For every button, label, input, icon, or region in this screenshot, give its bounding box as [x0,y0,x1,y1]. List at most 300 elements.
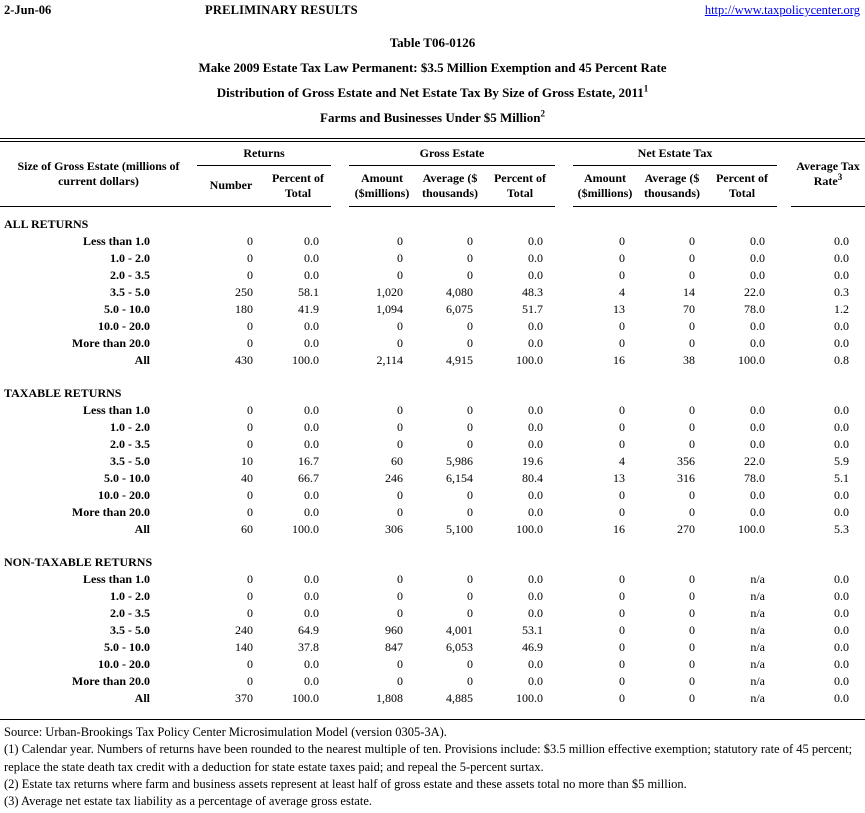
col-header-net-percent: Percent of Total [707,166,777,207]
table-cell: 0 [619,234,625,248]
section-header-row [0,538,865,571]
column-gap [777,673,791,690]
table-cell: 78.0 [744,302,765,316]
table-row [0,504,865,521]
column-gap [777,487,791,504]
table-cell: 306 [385,522,403,536]
table-subtitle-distribution: Distribution of Gross Estate and Net Estate Tax By Size of Gross Estate, 2011$^1$ [216,83,649,100]
table-cell: 0.0 [304,505,319,519]
table-cell: 0.0 [304,589,319,603]
table-cell: 0 [467,606,473,620]
table-cell: 5.9 [834,454,849,468]
table-cell: 100.0 [516,353,543,367]
column-gap [777,470,791,487]
table-cell: 0 [689,336,695,350]
table-cell: 0 [247,319,253,333]
table-cell: n/a [750,691,765,705]
footnote-1: (1) Calendar year. Numbers of returns have been rounded to the nearest multiple of ten. Provisions include: $3.5 million effective exemption; statutory rate of 45 percent; replace the state death tax credit with a deduction for state estate taxes paid; and repeal the 5-percent surtax. [4,742,853,774]
table-cell: 0.0 [528,251,543,265]
column-gap [777,352,791,369]
table-cell: 0 [619,420,625,434]
table-cell: 0 [619,589,625,603]
row-label: 1.0 - 2.0 [110,420,150,434]
column-gap [331,436,349,453]
table-cell: 19.6 [522,454,543,468]
table-cell: 0.0 [304,674,319,688]
table-cell: 4 [619,454,625,468]
table-cell: 0.0 [304,657,319,671]
column-gap [331,142,349,207]
column-gap [331,470,349,487]
table-cell: n/a [750,674,765,688]
table-cell: 0 [619,691,625,705]
table-cell: 270 [677,522,695,536]
table-cell: 0.0 [834,234,849,248]
column-gap [331,284,349,301]
column-gap [331,605,349,622]
table-cell: 0 [467,572,473,586]
table-cell: 0.0 [304,420,319,434]
table-cell: 4,915 [446,353,473,367]
table-cell: 37.8 [298,640,319,654]
section-header: TAXABLE RETURNS [4,386,122,400]
table-cell: 48.3 [522,285,543,299]
row-label: 5.0 - 10.0 [104,640,150,654]
table-cell: 0 [689,657,695,671]
table-row [0,402,865,419]
column-gap [555,639,573,656]
table-cell: 0 [689,606,695,620]
data-table-wrapper [0,142,865,720]
column-gap [777,419,791,436]
table-cell: 0 [397,234,403,248]
table-cell: 1,020 [376,285,403,299]
column-gap [555,605,573,622]
table-cell: 0.0 [834,674,849,688]
column-gap [331,504,349,521]
table-cell: 0.0 [304,606,319,620]
column-gap [331,301,349,318]
table-row [0,453,865,470]
column-gap [555,142,573,207]
table-cell: n/a [750,606,765,620]
table-cell: 0 [247,268,253,282]
column-gap [331,690,349,707]
table-cell: 0.0 [304,403,319,417]
table-cell: n/a [750,623,765,637]
table-cell: 0 [619,623,625,637]
table-cell: 0.0 [304,437,319,451]
table-cell: 0 [467,488,473,502]
table-cell: 0 [689,505,695,519]
table-row [0,605,865,622]
column-gap [555,352,573,369]
table-cell: 70 [683,302,695,316]
table-cell: 6,075 [446,302,473,316]
table-cell: 0 [467,657,473,671]
col-header-average-tax-rate: Average Tax Rate$^3$ [791,142,865,207]
column-gap [777,267,791,284]
table-cell: 0 [247,403,253,417]
table-cell: 2,114 [376,353,403,367]
row-label: More than 20.0 [71,505,150,519]
table-cell: 0 [467,589,473,603]
table-cell: 0 [689,420,695,434]
table-cell: 4,080 [446,285,473,299]
table-row [0,284,865,301]
table-cell: n/a [750,572,765,586]
table-cell: 0 [619,488,625,502]
table-cell: 66.7 [298,471,319,485]
table-cell: 0 [467,674,473,688]
table-cell: 0.0 [528,572,543,586]
table-row [0,352,865,369]
table-row [0,521,865,538]
table-cell: 22.0 [744,454,765,468]
row-label: 2.0 - 3.5 [110,268,150,282]
table-row [0,622,865,639]
table-cell: 847 [385,640,403,654]
column-gap [777,318,791,335]
title-block [0,30,865,130]
table-cell: 60 [391,454,403,468]
group-header-returns: Returns [197,142,331,166]
row-label: All [134,691,150,705]
footnotes [0,720,865,810]
row-label: 3.5 - 5.0 [110,285,150,299]
group-header-row [0,142,865,166]
table-cell: 1.2 [834,302,849,316]
table-cell: 0.0 [834,640,849,654]
table-cell: 0 [397,336,403,350]
table-cell: 5.3 [834,522,849,536]
date-stamp: 2-Jun-06 [4,3,52,17]
column-gap [555,318,573,335]
table-cell: 0.0 [528,606,543,620]
table-cell: 0.0 [528,657,543,671]
col-header-returns-number: Number [197,166,265,207]
column-gap [331,233,349,250]
table-cell: 0 [619,505,625,519]
table-cell: 100.0 [516,522,543,536]
table-cell: 64.9 [298,623,319,637]
footnote-ref-3: 3 [837,171,843,182]
table-row [0,436,865,453]
table-cell: 0.0 [528,674,543,688]
table-cell: 0 [619,403,625,417]
table-cell: 53.1 [522,623,543,637]
column-gap [777,284,791,301]
table-cell: 0.0 [528,437,543,451]
table-cell: 0.0 [528,505,543,519]
table-row [0,250,865,267]
table-cell: 40 [241,471,253,485]
column-gap [555,673,573,690]
table-cell: 0.0 [834,572,849,586]
column-gap [555,335,573,352]
table-cell: 0 [689,674,695,688]
table-cell: 0.0 [528,589,543,603]
section-header: ALL RETURNS [4,217,89,231]
row-label: Less than 1.0 [82,234,150,248]
table-cell: 0 [689,691,695,705]
table-cell: 4,001 [446,623,473,637]
column-gap [331,419,349,436]
column-gap [331,402,349,419]
table-cell: 0.0 [304,268,319,282]
table-cell: 0 [619,268,625,282]
table-cell: 250 [235,285,253,299]
column-gap [331,588,349,605]
table-cell: 0 [247,572,253,586]
table-header [0,142,865,207]
table-cell: 100.0 [516,691,543,705]
row-label: 3.5 - 5.0 [110,623,150,637]
table-cell: 0 [619,674,625,688]
row-label: 1.0 - 2.0 [110,251,150,265]
table-row [0,571,865,588]
col-header-gross-average: Average ($ thousands) [415,166,485,207]
column-gap [777,605,791,622]
table-cell: 0.3 [834,285,849,299]
column-gap [555,453,573,470]
table-cell: 100.0 [738,522,765,536]
column-gap [777,521,791,538]
row-label: More than 20.0 [71,336,150,350]
table-body [0,207,865,708]
col-header-gross-percent: Percent of Total [485,166,555,207]
col-header-net-amount: Amount ($millions) [573,166,637,207]
table-cell: 0 [467,234,473,248]
column-gap [777,335,791,352]
column-gap [555,521,573,538]
table-cell: 0.0 [834,606,849,620]
table-cell: 0.0 [834,251,849,265]
table-cell: 0 [619,640,625,654]
table-row [0,470,865,487]
table-cell: 0 [397,403,403,417]
table-cell: 0 [619,572,625,586]
column-gap [555,571,573,588]
table-cell: 0.0 [528,336,543,350]
table-cell: 60 [241,522,253,536]
table-cell: 0.0 [304,234,319,248]
table-cell: n/a [750,640,765,654]
table-cell: 100.0 [292,522,319,536]
table-cell: 0 [467,403,473,417]
footnote-ref-1: 1 [643,83,649,94]
table-cell: 0 [247,420,253,434]
table-cell: 0.0 [528,319,543,333]
table-cell: 0 [397,268,403,282]
column-gap [555,487,573,504]
table-cell: 0.0 [750,420,765,434]
column-gap [777,622,791,639]
column-gap [331,453,349,470]
table-cell: 0.0 [304,319,319,333]
table-cell: 0.0 [750,234,765,248]
row-label: 5.0 - 10.0 [104,302,150,316]
table-cell: 0 [689,572,695,586]
table-subtitle-farms: Farms and Businesses Under $5 Million$^2$ [320,108,545,125]
section-header: NON-TAXABLE RETURNS [4,555,153,569]
table-cell: 100.0 [738,353,765,367]
table-cell: 0 [689,251,695,265]
row-label: More than 20.0 [71,674,150,688]
table-cell: 6,053 [446,640,473,654]
column-gap [777,436,791,453]
table-cell: 16 [613,353,625,367]
table-cell: 0 [247,251,253,265]
column-gap [777,571,791,588]
table-cell: 13 [613,471,625,485]
table-row [0,419,865,436]
table-cell: n/a [750,657,765,671]
row-label: 5.0 - 10.0 [104,471,150,485]
footnote-2: (2) Estate tax returns where farm and business assets represent at least half of gross estate and these assets total no more than $5 million. [4,776,687,791]
table-cell: 0.0 [834,623,849,637]
column-gap [777,250,791,267]
column-gap [555,436,573,453]
table-cell: 4,885 [446,691,473,705]
source-note: Source: Urban-Brookings Tax Policy Center Microsimulation Model (version 0305-3A). [4,725,447,739]
table-cell: 0 [247,589,253,603]
table-cell: 0.0 [750,403,765,417]
table-cell: 0 [397,488,403,502]
table-cell: 0 [397,572,403,586]
column-gap [777,639,791,656]
column-gap [777,504,791,521]
table-cell: 13 [613,302,625,316]
table-row [0,690,865,707]
table-cell: 14 [683,285,695,299]
table-cell: 100.0 [292,353,319,367]
table-cell: 0 [619,437,625,451]
table-row [0,267,865,284]
footnote-ref-2: 2 [540,108,545,119]
column-gap [555,690,573,707]
column-gap [331,335,349,352]
col-header-net-average: Average ($ thousands) [637,166,707,207]
table-cell: 0 [467,251,473,265]
col-header-returns-percent: Percent of Total [265,166,331,207]
column-gap [777,233,791,250]
group-header-gross-estate: Gross Estate [349,142,555,166]
table-cell: 46.9 [522,640,543,654]
table-cell: 0.0 [834,403,849,417]
table-cell: 0 [247,234,253,248]
table-cell: 1,808 [376,691,403,705]
table-cell: 0.0 [304,251,319,265]
row-label: Less than 1.0 [82,403,150,417]
table-cell: 0 [467,268,473,282]
row-label: All [134,353,150,367]
table-cell: 0.0 [750,251,765,265]
column-gap [331,622,349,639]
table-cell: 0 [619,657,625,671]
table-cell: 0 [689,640,695,654]
table-cell: 41.9 [298,302,319,316]
column-gap [555,656,573,673]
col-header-size-of-gross-estate: Size of Gross Estate (millions of current dollars) [0,142,197,207]
group-header-net-estate-tax: Net Estate Tax [573,142,777,166]
column-gap [777,588,791,605]
table-cell: 0.0 [834,420,849,434]
column-gap [331,352,349,369]
table-cell: 0 [247,674,253,688]
column-gap [777,142,791,207]
column-gap [555,233,573,250]
table-cell: 58.1 [298,285,319,299]
column-gap [555,284,573,301]
table-cell: 0.0 [528,488,543,502]
table-cell: 5,986 [446,454,473,468]
table-cell: 0.8 [834,353,849,367]
table-cell: 0 [619,606,625,620]
table-cell: 38 [683,353,695,367]
taxpolicycenter-link[interactable]: http://www.taxpolicycenter.org [704,3,860,17]
table-row [0,656,865,673]
table-cell: 0 [397,606,403,620]
table-cell: 0.0 [528,268,543,282]
table-cell: 0.0 [528,420,543,434]
table-cell: 100.0 [292,691,319,705]
table-cell: 5.1 [834,471,849,485]
table-cell: 0 [619,319,625,333]
table-cell: 316 [677,471,695,485]
table-cell: 0 [397,420,403,434]
column-gap [777,656,791,673]
table-cell: 0 [247,336,253,350]
table-cell: 0 [247,437,253,451]
table-row [0,487,865,504]
table-row [0,335,865,352]
table-cell: 78.0 [744,471,765,485]
table-cell: 0 [689,488,695,502]
table-cell: 0.0 [834,657,849,671]
table-id-title: Table T06-0126 [389,35,476,50]
table-cell: 430 [235,353,253,367]
row-label: 2.0 - 3.5 [110,437,150,451]
table-cell: n/a [750,589,765,603]
row-label: All [134,522,150,536]
table-cell: 0.0 [834,589,849,603]
table-cell: 0 [619,336,625,350]
section-header-row [0,369,865,402]
table-cell: 356 [677,454,695,468]
table-cell: 240 [235,623,253,637]
table-row [0,301,865,318]
table-cell: 4 [619,285,625,299]
table-cell: 0.0 [750,319,765,333]
table-cell: 51.7 [522,302,543,316]
column-gap [331,571,349,588]
column-gap [331,656,349,673]
table-cell: 0.0 [750,268,765,282]
table-cell: 0 [689,268,695,282]
table-cell: 0.0 [834,488,849,502]
table-cell: 0.0 [304,488,319,502]
estate-tax-table [0,142,865,707]
column-gap [777,402,791,419]
table-cell: 0 [619,251,625,265]
table-subtitle-policy: Make 2009 Estate Tax Law Permanent: $3.5 Million Exemption and 45 Percent Rate [198,60,667,75]
table-cell: 0 [689,319,695,333]
column-gap [555,470,573,487]
table-row [0,673,865,690]
column-gap [331,487,349,504]
column-gap [555,588,573,605]
